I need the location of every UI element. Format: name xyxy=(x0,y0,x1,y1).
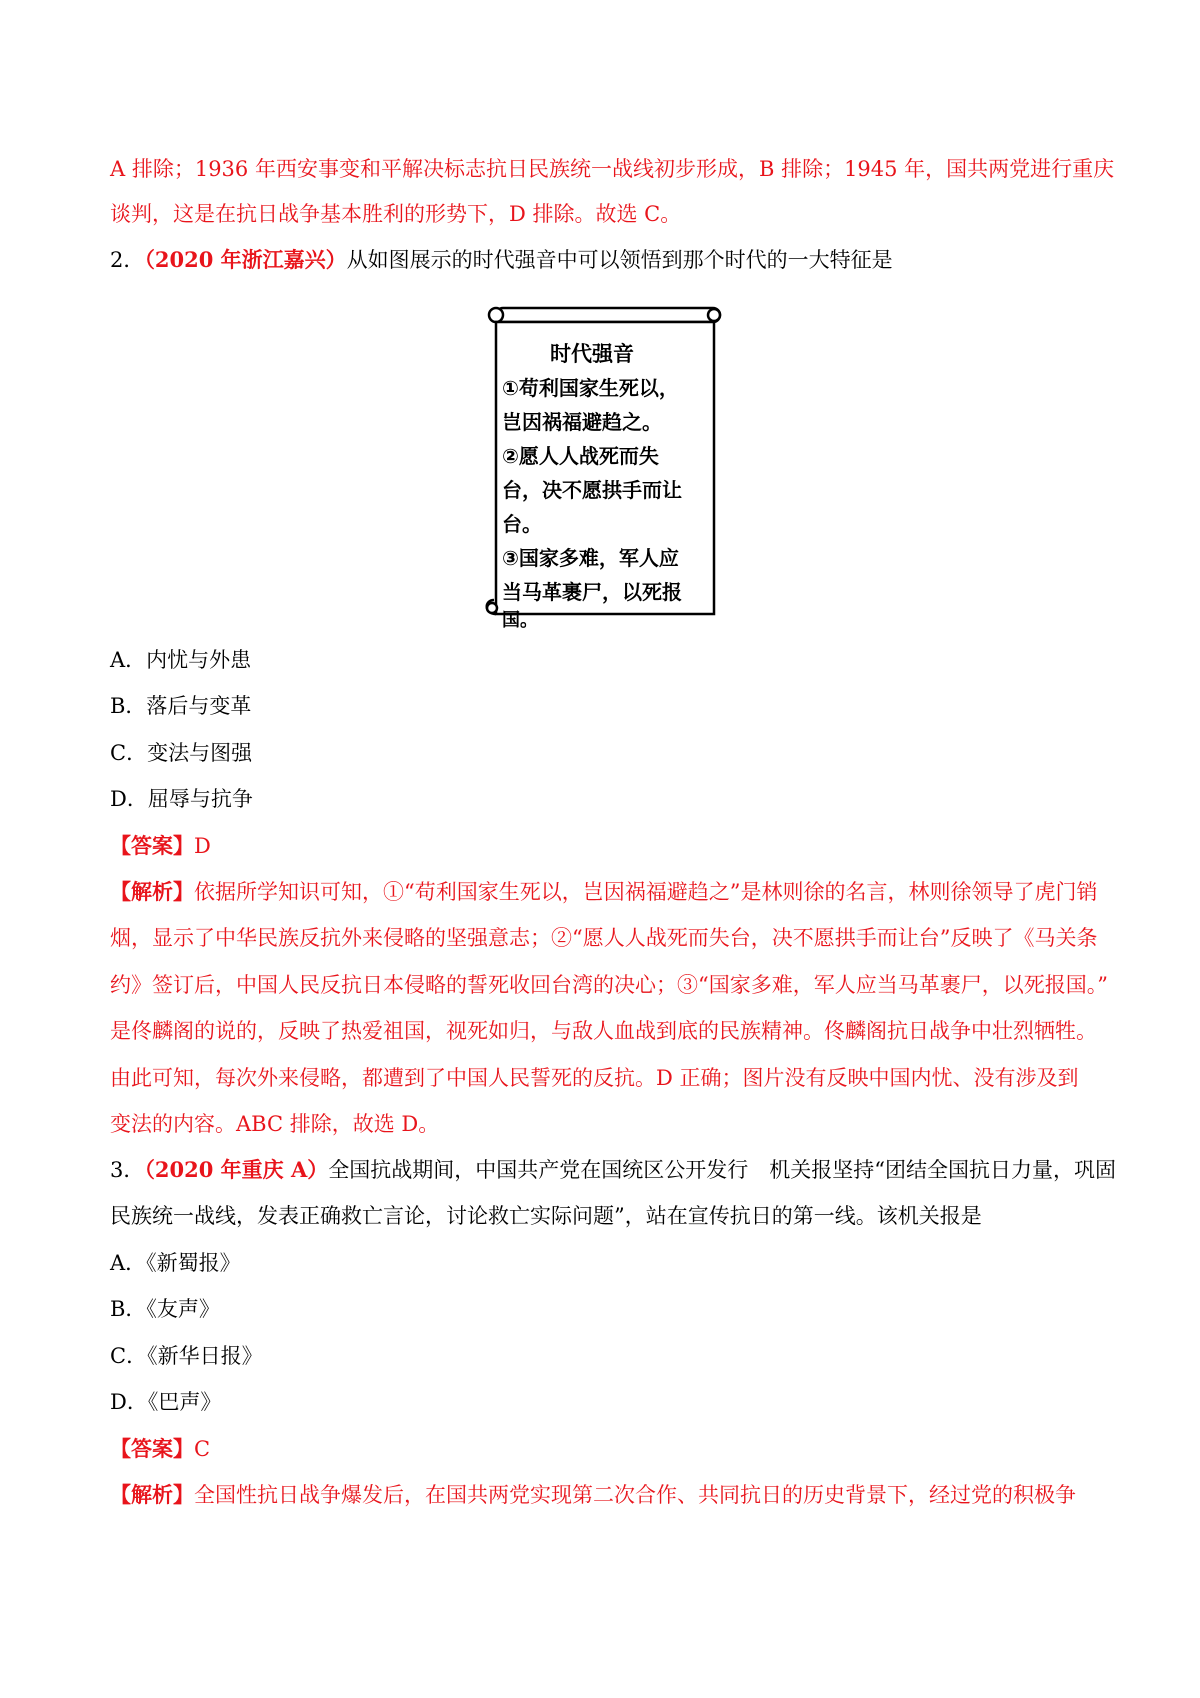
question-source: （2020 年浙江嘉兴） xyxy=(144,247,347,272)
answer-value: D xyxy=(194,834,211,858)
scroll-line-1: ①苟利国家生死以， xyxy=(502,376,679,400)
option-d: D．《巴声》 xyxy=(110,1390,222,1414)
analysis-line-2: 烟，显示了中华民族反抗外来侵略的坚强意志；②“愿人人战死而失台，决不愿拱手而让台”反映了《马关条 xyxy=(110,926,1098,950)
scroll-line-2: 岂因祸福避趋之。 xyxy=(502,410,662,434)
analysis-text: 依据所学知识可知，①“苟利国家生死以，岂因祸福避趋之”是林则徐的名言，林则徐领导了虎门销 xyxy=(194,880,1098,904)
question-3-stem xyxy=(110,1156,1116,1184)
intro-line-1: A 排除；1936 年西安事变和平解决标志抗日民族统一战线初步形成，B 排除；1945 年，国共两党进行重庆 xyxy=(110,157,1115,181)
option-d: D．屈辱与抗争 xyxy=(110,787,253,811)
scroll-line-5: 台。 xyxy=(502,512,542,536)
answer-tag: 【答案】 xyxy=(110,1436,194,1461)
analysis-line-5: 由此可知，每次外来侵略，都遭到了中国人民誓死的反抗。D 正确；图片没有反映中国内忧、没有涉及到 xyxy=(110,1066,1079,1090)
answer-value: C xyxy=(194,1437,211,1461)
option-b: B．《友声》 xyxy=(110,1297,220,1321)
option-a: A．《新蜀报》 xyxy=(110,1251,241,1275)
analysis-line-3: 约》签订后，中国人民反抗日本侵略的誓死收回台湾的决心；③“国家多难，军人应当马革裹尸，以死报国。” xyxy=(110,973,1108,997)
question-number: 3． xyxy=(110,1158,145,1182)
analysis-line-1 xyxy=(110,1481,1076,1509)
scroll-figure xyxy=(482,302,727,631)
analysis-line-1 xyxy=(110,878,1097,906)
question-text: 从如图展示的时代强音中可以领悟到那个时代的一大特征是 xyxy=(346,248,893,272)
option-b: B．落后与变革 xyxy=(110,694,252,718)
analysis-line-4: 是佟麟阁的说的，反映了热爱祖国，视死如归，与敌人血战到底的民族精神。佟麟阁抗日战争中壮烈牺牲。 xyxy=(110,1019,1097,1043)
question-3-stem-line-2: 民族统一战线，发表正确救亡言论，讨论救亡实际问题”，站在宣传抗日的第一线。该机关报是 xyxy=(110,1204,982,1228)
answer-line xyxy=(110,832,211,860)
analysis-line-6: 变法的内容。ABC 排除，故选 D。 xyxy=(110,1112,440,1136)
question-number: 2． xyxy=(110,248,145,272)
scroll-line-4: 台，决不愿拱手而让 xyxy=(502,478,682,502)
intro-line-2: 谈判，这是在抗日战争基本胜利的形势下，D 排除。故选 C。 xyxy=(110,202,682,226)
scroll-line-7: 当马革裹尸，以死报 xyxy=(502,580,682,604)
scroll-line-6: ③国家多难，军人应 xyxy=(502,546,679,570)
option-c: C．《新华日报》 xyxy=(110,1344,263,1368)
option-a: A．内忧与外患 xyxy=(110,648,252,672)
question-2-stem xyxy=(110,246,893,274)
answer-tag: 【答案】 xyxy=(110,833,194,858)
analysis-tag: 【解析】 xyxy=(110,879,194,904)
scroll-line-3: ②愿人人战死而失 xyxy=(502,444,659,468)
scroll-title: 时代强音 xyxy=(550,342,634,366)
scroll-line-8: 国。 xyxy=(502,610,538,631)
question-source: （2020 年重庆 A） xyxy=(144,1157,329,1182)
question-text: 全国抗战期间，中国共产党在国统区公开发行 机关报坚持“团结全国抗日力量，巩固 xyxy=(328,1158,1116,1182)
analysis-text: 全国性抗日战争爆发后，在国共两党实现第二次合作、共同抗日的历史背景下，经过党的积极争 xyxy=(194,1483,1076,1507)
answer-line xyxy=(110,1435,210,1463)
option-c: C．变法与图强 xyxy=(110,741,253,765)
analysis-tag: 【解析】 xyxy=(110,1482,194,1507)
